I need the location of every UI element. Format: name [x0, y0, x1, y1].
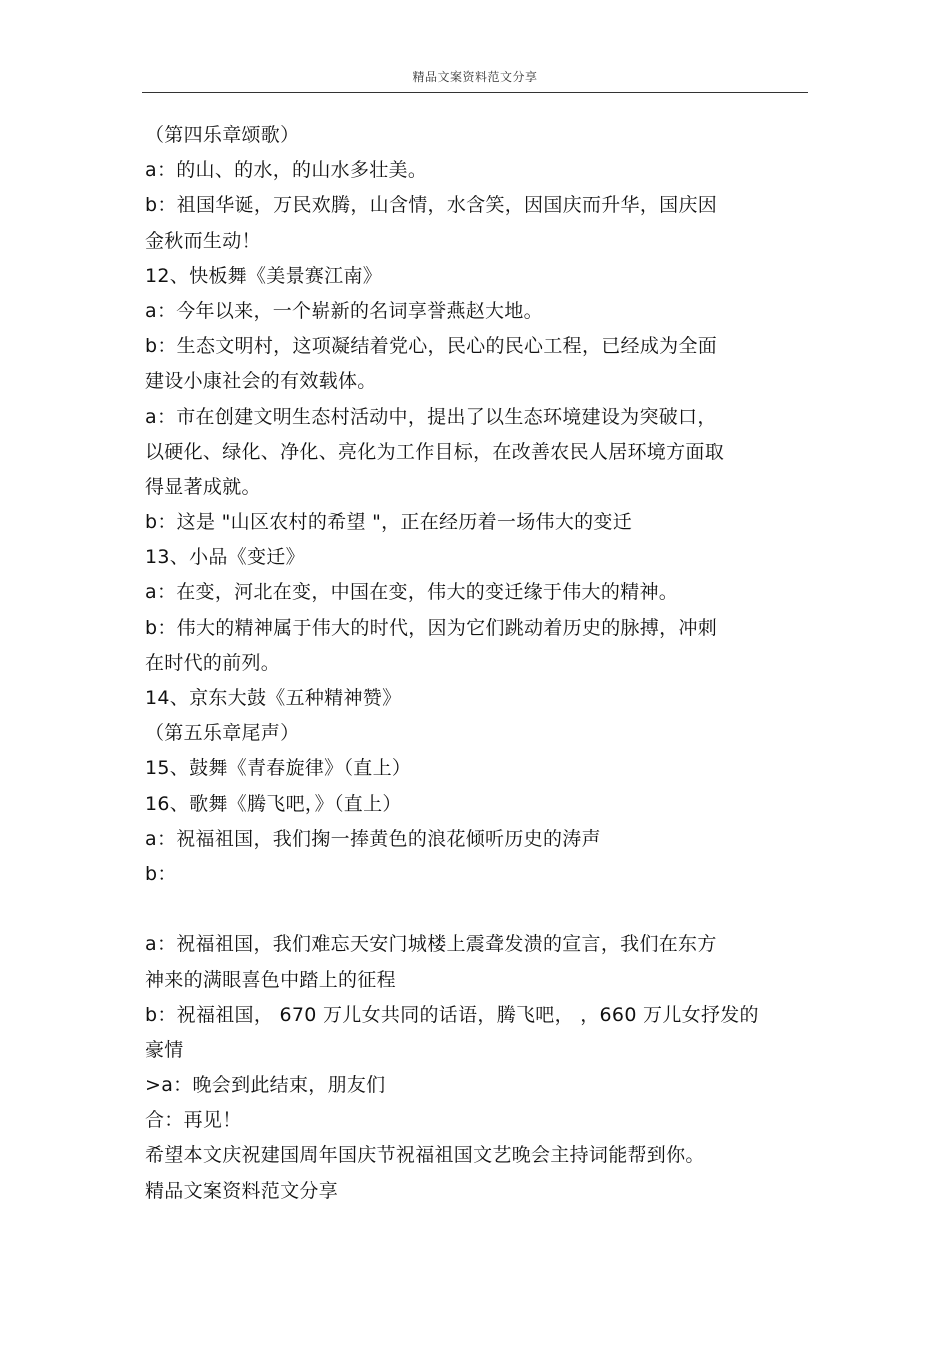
text-line: b：这是 "山区农村的希望 "，正在经历着一场伟大的变迁	[145, 511, 633, 534]
page-header	[142, 60, 808, 93]
text-line: 以硬化、绿化、净化、亮化为工作目标，在改善农民人居环境方面取	[145, 440, 725, 463]
header-title: 精品文案资料范文分享	[412, 70, 538, 84]
text-line: a：市在创建文明生态村活动中，提出了以生态环境建设为突破口，	[145, 405, 717, 428]
text-line: b：生态文明村，这项凝结着党心，民心的民心工程，已经成为全面	[145, 335, 718, 358]
text-line: （第五乐章尾声）	[145, 722, 300, 745]
text-line: （第四乐章颂歌）	[145, 124, 300, 146]
text-line: a：在变，河北在变，中国在变，伟大的变迁缘于伟大的精神。	[145, 581, 679, 604]
text-line: b：伟大的精神属于伟大的时代，因为它们跳动着历史的脉搏，冲刺	[145, 616, 718, 639]
text-line: 16、歌舞《腾飞吧，》（直上）	[145, 792, 402, 815]
text-line: 15、鼓舞《青春旋律》（直上）	[145, 757, 412, 780]
text-line: b：	[145, 862, 177, 885]
text-line: a：祝福祖国，我们难忘天安门城楼上震聋发溃的宣言，我们在东方	[145, 933, 717, 956]
text-line: 建设小康社会的有效载体。	[145, 370, 377, 393]
text-line: 金秋而生动！	[145, 229, 261, 252]
text-line: 12、快板舞《美景赛江南》	[145, 264, 383, 287]
blank-line	[145, 892, 805, 927]
text-line: 合：再见！	[145, 1109, 242, 1132]
text-line: 希望本文庆祝建国周年国庆节祝福祖国文艺晚会主持词能帮到你。	[145, 1144, 705, 1167]
text-line: 得显著成就。	[145, 475, 261, 498]
text-line: a：祝福祖国，我们掬一捧黄色的浪花倾听历史的涛声	[145, 827, 601, 850]
text-line: b：祝福祖国， 670 万儿女共同的话语，腾飞吧， ，660 万儿女抒发的	[145, 1003, 759, 1026]
text-line: 神来的满眼喜色中踏上的征程	[145, 968, 396, 991]
text-line: a：今年以来，一个崭新的名词享誉燕赵大地。	[145, 299, 543, 322]
text-line: 豪情	[145, 1038, 184, 1061]
text-line: b：祖国华诞，万民欢腾，山含情，水含笑，因国庆而升华，国庆因	[145, 194, 718, 217]
document-body	[145, 118, 805, 1209]
footer-text: 精品文案资料范文分享	[145, 1179, 339, 1202]
text-line: 14、京东大鼓《五种精神赞》	[145, 687, 402, 709]
text-line: 13、小品《变迁》	[145, 546, 305, 569]
text-line: 在时代的前列。	[145, 651, 281, 674]
text-line: >a：晚会到此结束，朋友们	[145, 1074, 386, 1097]
text-line: a：的山、的水，的山水多壮美。	[145, 159, 428, 182]
